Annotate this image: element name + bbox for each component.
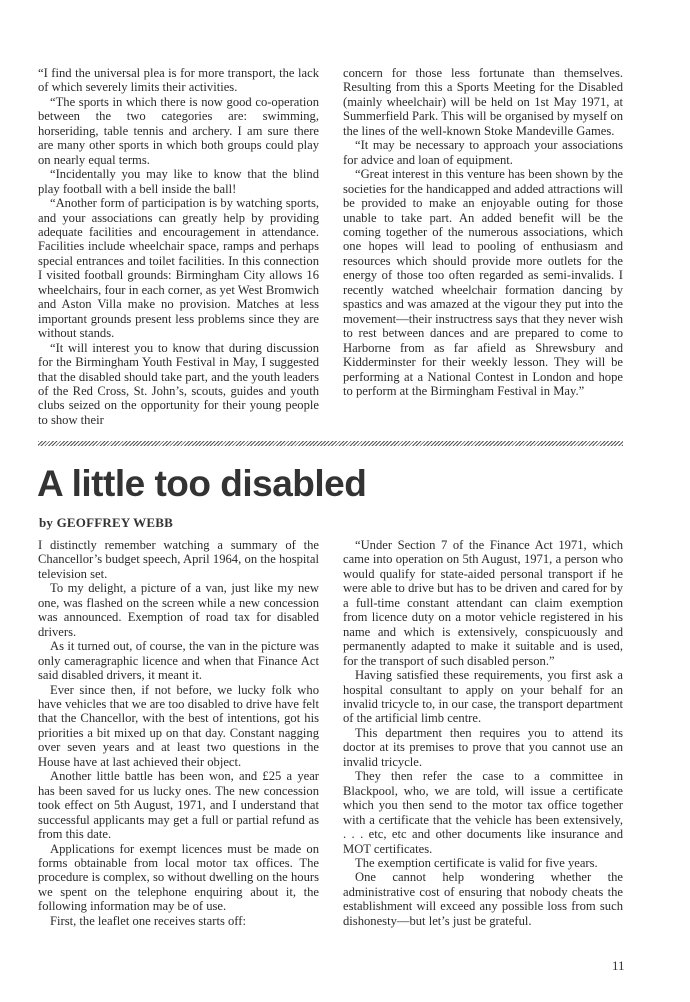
paragraph: Having satisfied these requirements, you first ask a hospital consultant to apply on your behalf for an invalid tricycle to, in our case, the transport department of the artificial limb centre. [343, 668, 623, 726]
paragraph: First, the leaflet one receives starts off: [50, 913, 246, 928]
paragraph: The exemption certificate is valid for five years. [355, 855, 598, 870]
paragraph: One cannot help wondering whether the administrative cost of ensuring that nobody cheats the establishment will exceed any possible loss from such dishonesty—but let’s just be grateful. [343, 870, 623, 928]
paragraph: Applications for exempt licences must be made on forms obtainable from local motor tax offices. The procedure is complex, so without dwelling on the hours we spent on the telephone enquiring about it, the following information may be of use. [38, 841, 319, 914]
paragraph: “I find the universal plea is for more transport, the lack of which severely limits their activities. [38, 66, 319, 95]
section-divider [38, 441, 623, 446]
paragraph: concern for those less fortunate than themselves. Resulting from this a Sports Meeting for the Disabled (mainly wheelchair) will be held on 1st May 1971, at Summerfield Park. This will be organised by myself on the lines of the well-known Stoke Mandeville Games. [343, 66, 623, 138]
paragraph: Another little battle has been won, and £25 a year has been saved for us lucky ones. The new concession took effect on 5th August, 1971, and I understand that successful applicants may get a full or partial refund as from this date. [38, 769, 319, 842]
paragraph: “Incidentally you may like to know that the blind play football with a bell inside the ball! [38, 167, 319, 196]
paragraph: “It may be necessary to approach your associations for advice and loan of equipment. [343, 138, 623, 167]
paragraph: “It will interest you to know that during discussion for the Birmingham Youth Festival in May, I suggested that the disabled should take part, and the youth leaders of the Red Cross, St. John’s, scouts, guides and youth clubs seized on the opportunity for their young people to show their [38, 340, 319, 427]
paragraph: To my delight, a picture of a van, just like my new one, was flashed on the screen while a new concession was announced. Exemption of road tax for disabled drivers. [38, 581, 319, 639]
article-left-column [38, 538, 319, 928]
paragraph: “Great interest in this venture has been shown by the societies for the handicapped and added attractions will be provided to make an enjoyable outing for those unable to take part. An added benefit will be the coming together of the numerous associations, which one hopes will lead to pooling of enthusiasm and resources which should provide more outlets for the energy of those too often regarded as semi-invalids. I recently watched wheelchair formation dancing by spastics and was amazed at the vigour they put into the movement—their instructress says that they never wish to rest between dances and are prepared to come to Harborne from as far afield as Shrewsbury and Kidderminster for their weekly lesson. They will be performing at a National Contest in London and hope to perform at the Birmingham Festival in May.” [343, 167, 623, 398]
continued-article-right-column [343, 66, 623, 398]
paragraph: “The sports in which there is now good co-operation between the two categories are: swimming, horseriding, table tennis and archery. I am sure there are many other sports in which both groups could play on nearly equal terms. [38, 94, 319, 167]
paragraph: This department then requires you to attend its doctor at its premises to prove that you cannot use an invalid tricycle. [343, 725, 623, 769]
article-title: A little too disabled [37, 463, 367, 504]
page-number: 11 [612, 958, 625, 973]
paragraph: As it turned out, of course, the van in the picture was only cameragraphic licence and when that Finance Act said disabled drivers, it meant it. [38, 639, 319, 683]
paragraph: Ever since then, if not before, we lucky folk who have vehicles that we are too disabled to drive have felt that the Chancellor, with the best of intentions, got his priorities a bit mixed up on that day. Constant nagging over seven years and at least two questions in the House have at last achieved their object. [38, 682, 319, 769]
article-byline: by GEOFFREY WEBB [39, 515, 173, 530]
paragraph: They then refer the case to a committee in Blackpool, who, we are told, will issue a certificate which you then send to the motor tax office together with a certificate that the vehicle has been extensively, . . . etc, etc and other documents like insurance and MOT certificates. [343, 769, 623, 856]
continued-article-left-column [38, 66, 319, 427]
article-right-column [343, 538, 623, 928]
paragraph: I distinctly remember watching a summary of the Chancellor’s budget speech, April 1964, on the hospital television set. [38, 538, 319, 581]
paragraph: “Under Section 7 of the Finance Act 1971, which came into operation on 5th August, 1971, a person who would qualify for state-aided personal transport if he were able to drive but has to be driven and cared for by a full-time constant attendant can claim exemption from licence duty on a motor vehicle registered in his name and which is extensively, conspicuously and permanently adapted to make it suitable and is used, for the transport of such disabled person.” [343, 538, 623, 668]
paragraph: “Another form of participation is by watching sports, and your associations can greatly help by providing adequate facilities and encouragement in attendance. Facilities include wheelchair space, ramps and perhaps special entrances and toilet facilities. In this connection I visited football grounds: Birmingham City allows 16 wheelchairs, four in each corner, as yet West Bromwich and Aston Villa make no provision. Matches at less important grounds present less problems since they are without stands. [38, 196, 319, 341]
